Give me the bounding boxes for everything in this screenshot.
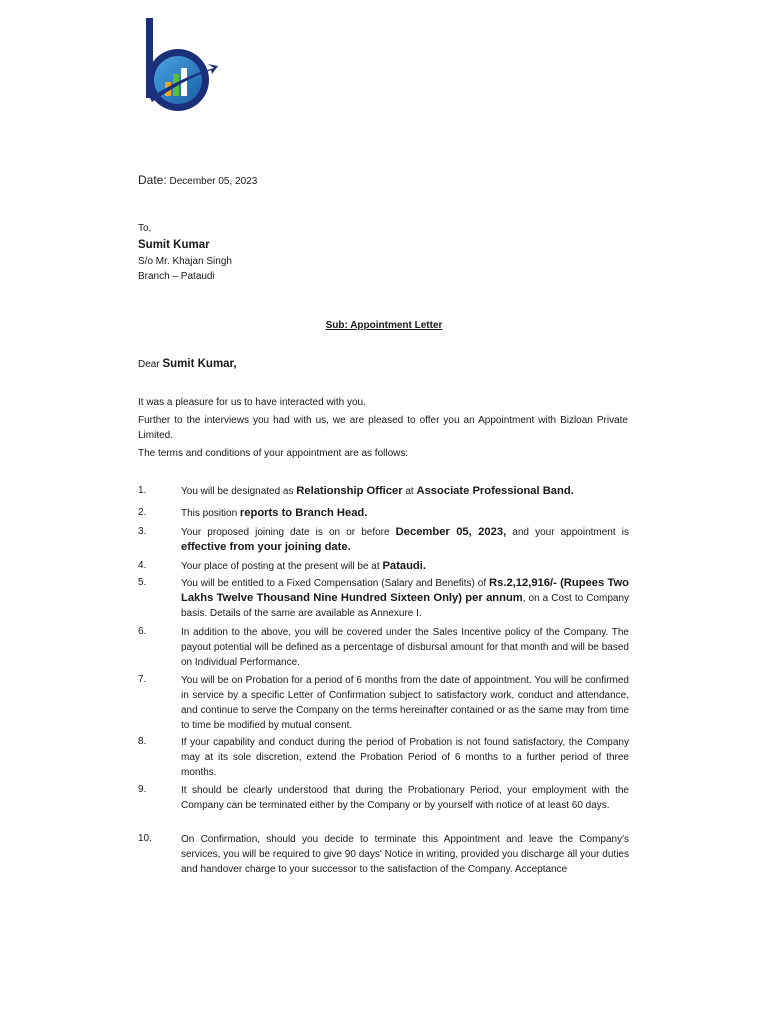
term-number: 6.	[138, 626, 147, 637]
term-text-segment: and your appointment is	[506, 527, 629, 538]
date-label: Date:	[138, 173, 167, 187]
term-text	[181, 783, 629, 813]
term-number: 10.	[138, 833, 152, 844]
term-text-segment: at	[402, 486, 417, 497]
term-text	[181, 525, 629, 555]
term-number: 2.	[138, 507, 147, 518]
term-text-segment: It should be clearly understood that during the Probationary Period, your employment with the Company can be terminated either by the Company or by yourself with notice of at least 60 days.	[181, 785, 629, 811]
term-number: 8.	[138, 736, 147, 747]
term-number: 3.	[138, 526, 147, 537]
term-text-segment: You will be on Probation for a period of 6 months from the date of appointment. You will be confirmed in service by a specific Letter of Confirmation subject to satisfactory work, conduct and attendance, and continue to serve the Company on the terms hereinafter contained or as the same may from time to time be modified by mutual consent.	[181, 675, 630, 731]
term-number: 7.	[138, 674, 147, 685]
term-number: 9.	[138, 784, 147, 795]
term-text	[181, 735, 629, 780]
term-text-segment: If your capability and conduct during the period of Probation is not found satisfactory, the Company may at its sole discretion, extend the Probation Period of 6 months to a further period of three months.	[181, 737, 629, 778]
intro-line-1: It was a pleasure for us to have interacted with you.	[138, 397, 366, 408]
recipient-name: Sumit Kumar	[138, 239, 210, 251]
term-number: 5.	[138, 577, 147, 588]
term-text	[181, 506, 629, 521]
date-line	[138, 173, 257, 189]
term-text-segment: This position	[181, 508, 240, 519]
term-text-segment: Relationship Officer	[296, 485, 403, 497]
term-text-segment: Pataudi.	[382, 560, 426, 572]
to-label: To,	[138, 223, 152, 234]
salutation	[138, 357, 237, 372]
term-number: 1.	[138, 485, 147, 496]
subject-line: Sub: Appointment Letter	[325, 320, 443, 331]
term-number: 4.	[138, 560, 147, 571]
term-text	[181, 484, 629, 499]
term-text-segment: Your proposed joining date is on or before	[181, 527, 396, 538]
term-text-segment: On Confirmation, should you decide to terminate this Appointment and leave the Company's services, you will be required to give 90 days' Notice in writing, provided you discharge all your duties and handover charge to your successor to the satisfaction of the Company. Acceptance	[181, 834, 629, 875]
term-text-segment: effective from your joining date.	[181, 541, 351, 553]
salutation-name: Sumit Kumar,	[162, 358, 237, 370]
term-text	[181, 576, 629, 621]
recipient-relation: S/o Mr. Khajan Singh	[138, 256, 232, 267]
term-text-segment: Rs.2,12,916/- (Rupees Two Lakhs Twelve Thousand Nine Hundred Sixteen Only) per annum	[181, 577, 629, 604]
term-text-segment: , on a Cost to Company basis. Details of the same are available as Annexure I.	[181, 593, 629, 619]
term-text	[181, 673, 629, 733]
term-text-segment: reports to Branch Head.	[239, 507, 368, 519]
term-text-segment: You will be entitled to a Fixed Compensation (Salary and Benefits) of	[181, 578, 490, 589]
term-text-segment: In addition to the above, you will be covered under the Sales Incentive policy of the Company. The payout potential will be defined as a percentage of disbursal amount for that month and will be based on Individual Performance.	[181, 627, 629, 668]
term-text-segment: You will be designated as	[181, 486, 297, 497]
salutation-dear: Dear	[138, 359, 160, 370]
intro-line-2: Further to the interviews you had with us, we are pleased to offer you an Appointment with Bizloan Private Limited.	[138, 415, 628, 441]
term-text	[181, 559, 629, 574]
date-value: December 05, 2023	[169, 176, 258, 187]
term-text-segment: Associate Professional Band.	[416, 485, 574, 497]
term-text-segment: Your place of posting at the present will be at	[181, 561, 383, 572]
company-logo	[138, 14, 218, 118]
term-text-segment: December 05, 2023,	[395, 526, 507, 538]
recipient-branch: Branch – Pataudi	[138, 271, 215, 282]
term-text	[181, 832, 629, 877]
intro-line-3: The terms and conditions of your appointment are as follows:	[138, 448, 409, 459]
term-text	[181, 625, 629, 670]
